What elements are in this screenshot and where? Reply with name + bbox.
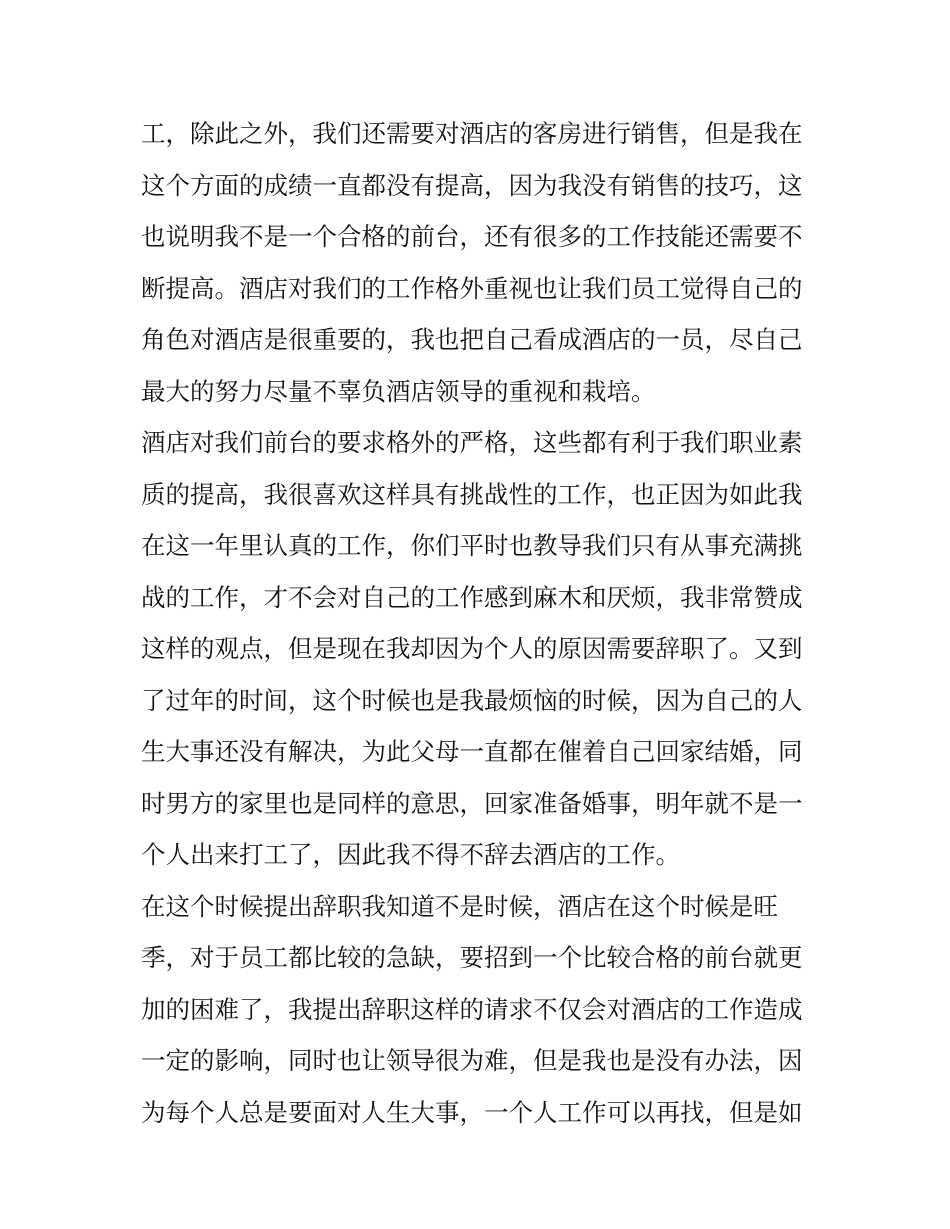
text-line: 角色对酒店是很重要的，我也把自己看成酒店的一员，尽自己: [141, 325, 803, 354]
text-line: 为每个人总是要面对人生大事，一个人工作可以再找，但是如: [141, 1097, 803, 1127]
text-line: 了过年的时间，这个时候也是我最烦恼的时候，因为自己的人: [141, 685, 803, 715]
text-line: 在这一年里认真的工作，你们平时也教导我们只有从事充满挑: [141, 531, 803, 560]
body-text: [141, 108, 821, 1138]
text-line: 也说明我不是一个合格的前台，还有很多的工作技能还需要不: [141, 222, 803, 251]
text-line: 一定的影响，同时也让领导很为难，但是我也是没有办法，因: [141, 1046, 803, 1075]
text-line: 这个方面的成绩一直都没有提高，因为我没有销售的技巧，这: [141, 170, 803, 200]
text-line: 断提高。酒店对我们的工作格外重视也让我们员工觉得自己的: [141, 273, 803, 303]
text-line: 在这个时候提出辞职我知道不是时候，酒店在这个时候是旺: [141, 891, 778, 921]
text-line: 战的工作，才不会对自己的工作感到麻木和厌烦，我非常赞成: [141, 582, 803, 612]
text-line: 工，除此之外，我们还需要对酒店的客房进行销售，但是我在: [141, 119, 803, 148]
text-line: 季，对于员工都比较的急缺，要招到一个比较合格的前台就更: [141, 943, 803, 972]
text-line: 酒店对我们前台的要求格外的严格，这些都有利于我们职业素: [141, 428, 803, 457]
text-line: 个人出来打工了，因此我不得不辞去酒店的工作。: [141, 840, 680, 869]
text-line: 质的提高，我很喜欢这样具有挑战性的工作，也正因为如此我: [141, 479, 803, 509]
text-line: 生大事还没有解决，为此父母一直都在催着自己回家结婚，同: [141, 737, 803, 766]
text-line: 加的困难了，我提出辞职这样的请求不仅会对酒店的工作造成: [141, 994, 803, 1024]
text-line: 时男方的家里也是同样的意思，回家准备婚事，明年就不是一: [141, 788, 803, 818]
text-line: 最大的努力尽量不辜负酒店领导的重视和栽培。: [141, 376, 656, 406]
text-line: 这样的观点，但是现在我却因为个人的原因需要辞职了。又到: [141, 634, 803, 663]
